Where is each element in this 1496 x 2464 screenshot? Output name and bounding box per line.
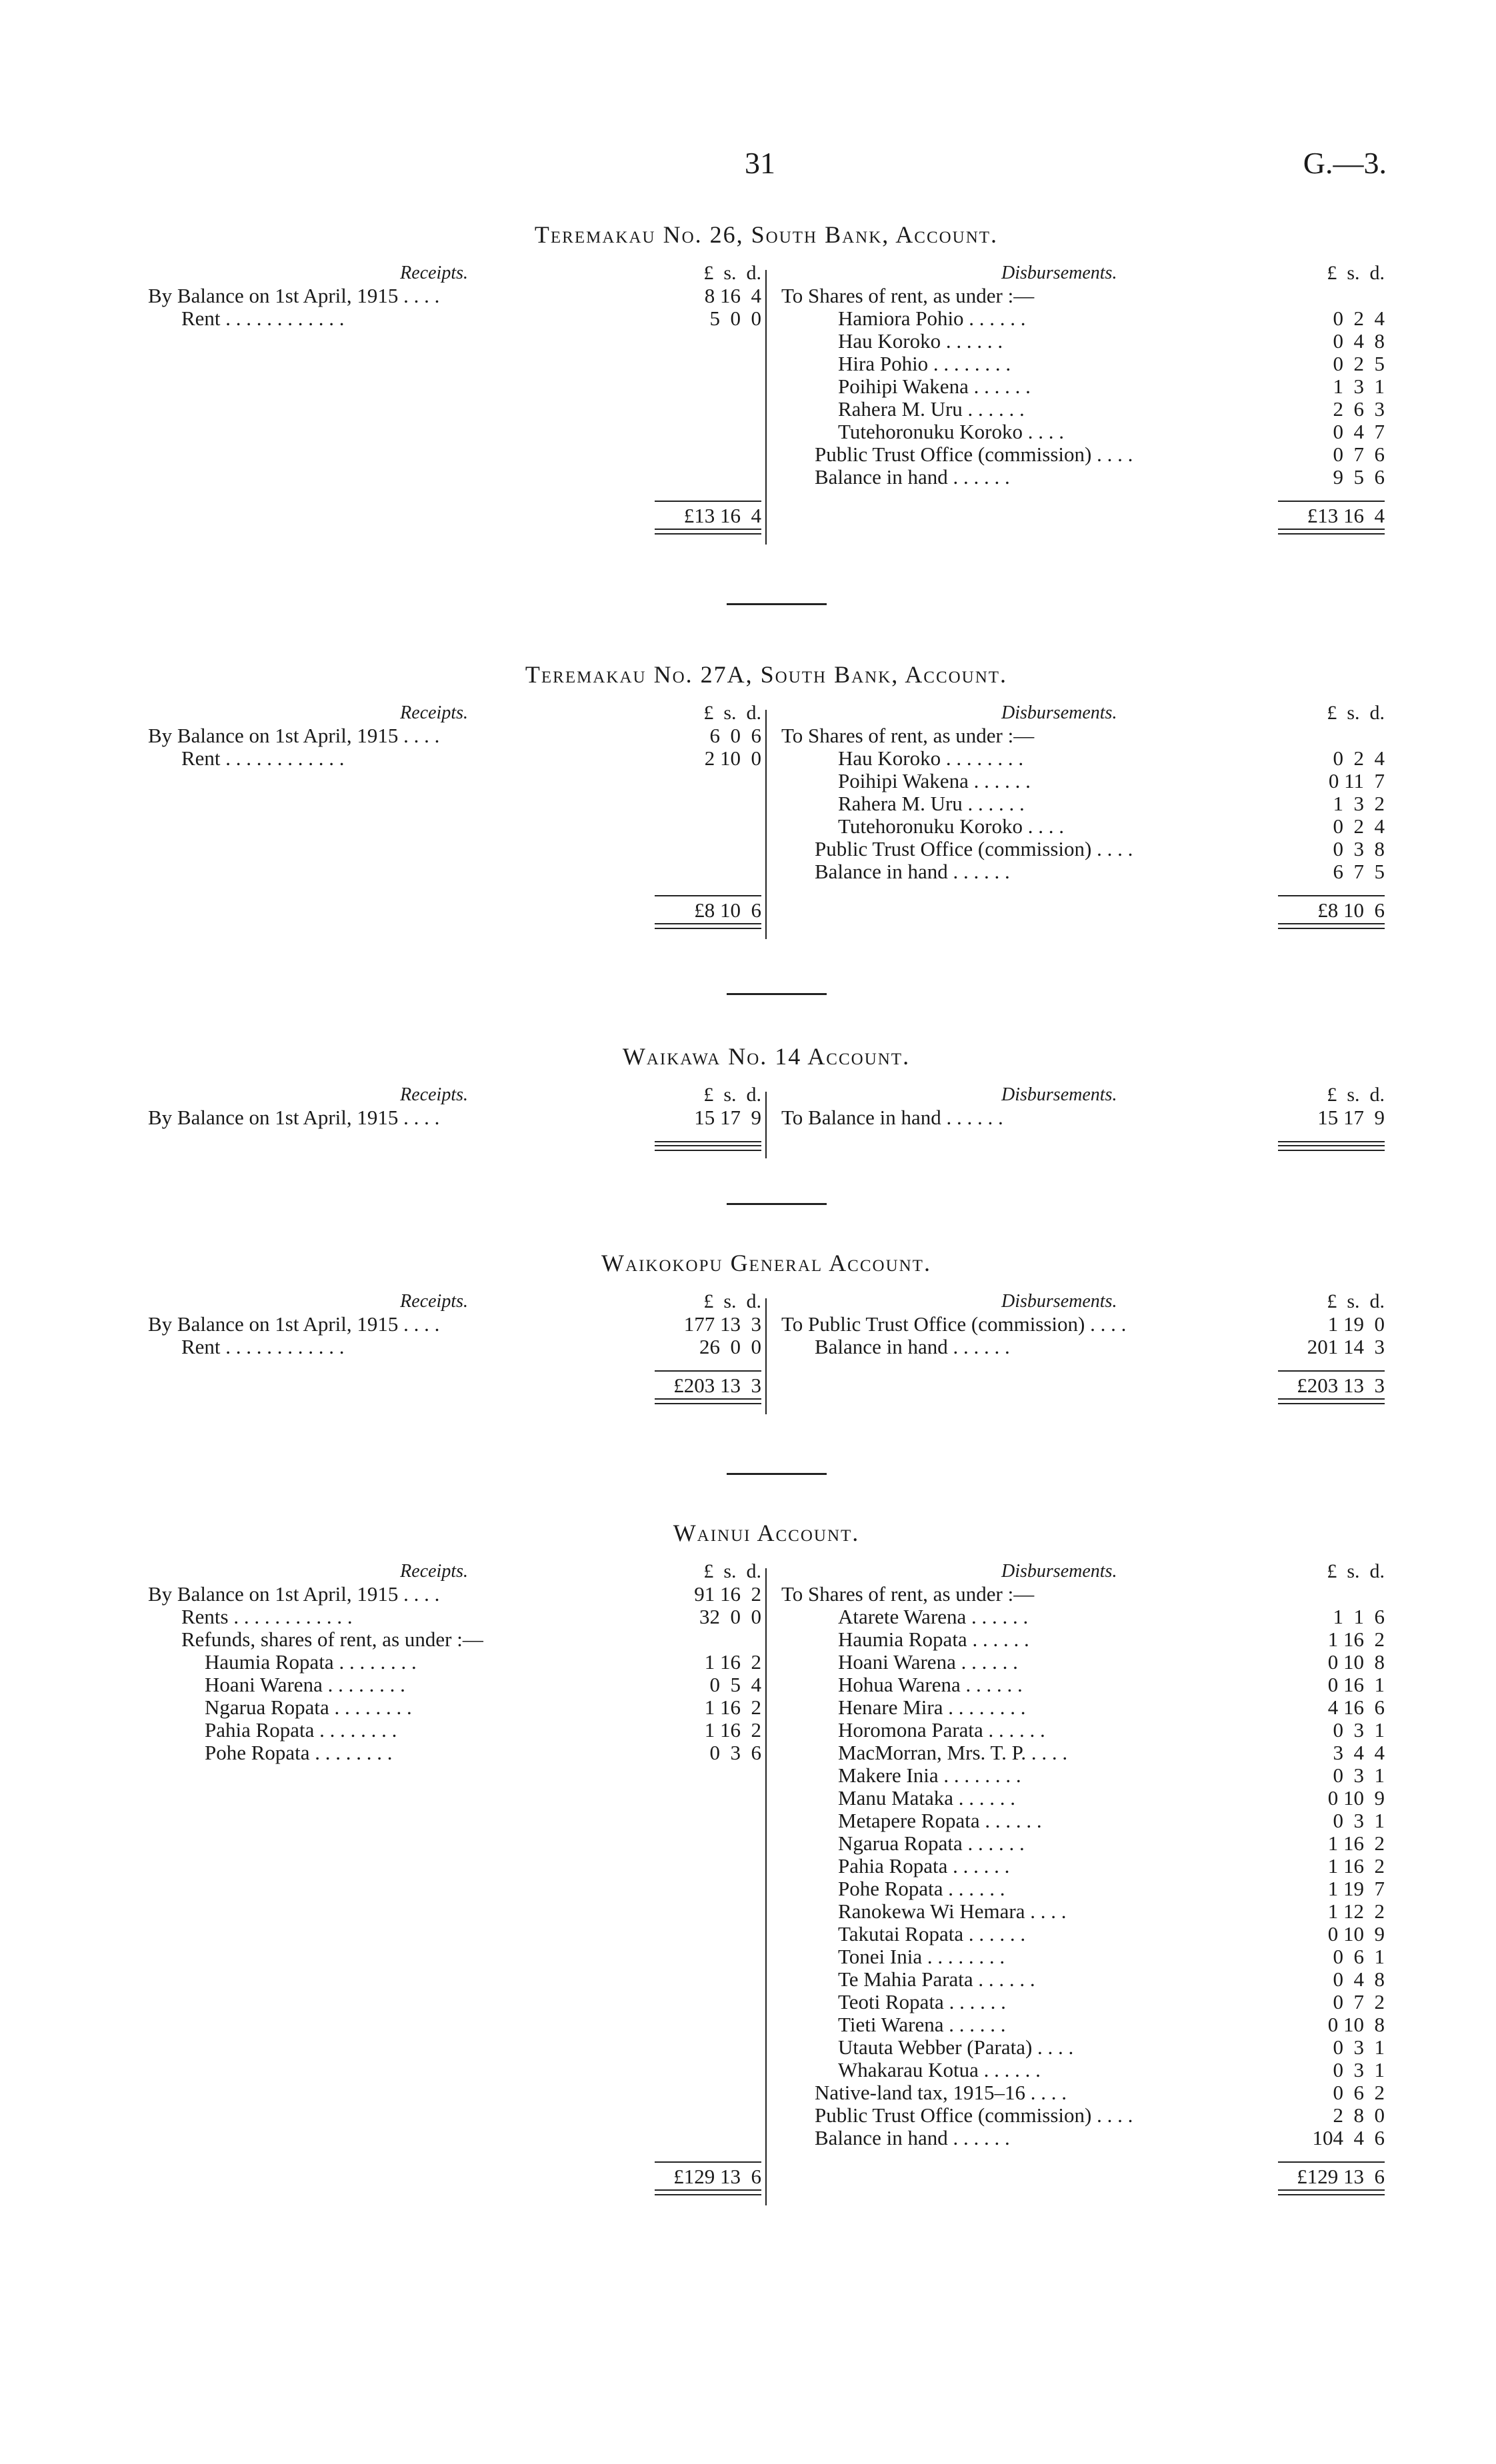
entry-label: Balance in hand . . . . . .	[815, 860, 1010, 883]
disbursement-row	[781, 1832, 1385, 1855]
entry-amount: 0 3 1	[1333, 2035, 1385, 2059]
disbursement-row	[781, 1991, 1385, 2013]
double-rule	[1278, 1398, 1385, 1404]
entry-amount: 177 13 3	[683, 1312, 761, 1336]
total-rule	[655, 1141, 761, 1142]
blank-row	[148, 770, 761, 792]
entry-label: Hamiora Pohio . . . . . .	[838, 307, 1026, 330]
disbursement-row	[781, 2013, 1385, 2036]
entry-amount: 1 3 2	[1333, 792, 1385, 815]
receipt-row	[148, 1696, 761, 1719]
disbursement-row	[781, 398, 1385, 421]
disbursement-row	[781, 1923, 1385, 1945]
entry-amount: 15 17 9	[1317, 1106, 1385, 1129]
entry-amount: 0 3 8	[1333, 837, 1385, 860]
total-row	[781, 502, 1385, 529]
disbursements-label: Disbursements.	[1001, 1291, 1117, 1312]
disbursement-row	[781, 1877, 1385, 1900]
entry-label: By Balance on 1st April, 1915 . . . .	[148, 1312, 440, 1336]
entry-label: By Balance on 1st April, 1915 . . . .	[148, 1582, 440, 1606]
column-header	[781, 1560, 1385, 1583]
entry-amount: 6 7 5	[1333, 860, 1385, 883]
blank-row	[148, 443, 761, 466]
receipts-column	[148, 702, 761, 929]
entry-label: To Balance in hand . . . . . .	[781, 1106, 1003, 1129]
blank-row	[148, 838, 761, 860]
entry-amount: 201 14 3	[1307, 1335, 1385, 1358]
total-row	[148, 896, 761, 923]
disbursement-row	[781, 330, 1385, 353]
blank-row	[148, 815, 761, 838]
entry-label: Teoti Ropata . . . . . .	[838, 1990, 1006, 2013]
entry-label: Takutai Ropata . . . . . .	[838, 1922, 1026, 1945]
entry-label: Te Mahia Parata . . . . . .	[838, 1967, 1035, 1991]
receipts-column	[148, 1290, 761, 1404]
entry-label: Hau Koroko . . . . . . . .	[838, 746, 1024, 770]
currency-header: £ s. d.	[1327, 1084, 1385, 1106]
entry-amount: 0 2 4	[1333, 307, 1385, 330]
entry-amount: 2 6 3	[1333, 397, 1385, 421]
column-header	[148, 1084, 761, 1106]
column-header	[781, 702, 1385, 724]
entry-amount: 0 3 6	[709, 1741, 761, 1764]
entry-label: Rent . . . . . . . . . . . .	[181, 1335, 345, 1358]
blank-row	[148, 2081, 761, 2104]
blank-row	[148, 2059, 761, 2081]
receipt-row	[148, 1742, 761, 1764]
page-reference: G.—3.	[1303, 146, 1387, 180]
blank-row	[148, 330, 761, 353]
entry-label: Tieti Warena . . . . . .	[838, 2013, 1006, 2036]
total-row	[781, 896, 1385, 923]
entry-label: Pahia Ropata . . . . . .	[838, 1854, 1010, 1877]
entry-amount: 3 4 4	[1333, 1741, 1385, 1764]
receipt-row	[148, 1674, 761, 1696]
section-separator	[727, 993, 827, 995]
entry-amount: 0 7 6	[1333, 443, 1385, 466]
entry-amount: 0 4 7	[1333, 420, 1385, 443]
blank-row	[148, 1991, 761, 2013]
blank-row	[148, 466, 761, 489]
blank-row	[148, 1787, 761, 1810]
disbursement-row	[781, 1696, 1385, 1719]
disbursement-row	[781, 1900, 1385, 1923]
entry-label: Native-land tax, 1915–16 . . . .	[815, 2081, 1067, 2104]
entry-label: Haumia Ropata . . . . . . . .	[205, 1650, 417, 1674]
entry-amount: 104 4 6	[1312, 2126, 1385, 2149]
entry-amount: 1 19 0	[1327, 1312, 1385, 1336]
blank-row	[148, 792, 761, 815]
entry-amount: 9 5 6	[1333, 465, 1385, 489]
entry-label: Poihipi Wakena . . . . . .	[838, 375, 1031, 398]
entry-amount: 0 16 1	[1327, 1673, 1385, 1696]
blank-row	[148, 1968, 761, 1991]
entry-amount: 4 16 6	[1327, 1696, 1385, 1719]
entry-label: Atarete Warena . . . . . .	[838, 1605, 1029, 1628]
receipt-row	[148, 1583, 761, 1606]
disbursement-row	[781, 838, 1385, 860]
disbursement-row	[781, 1628, 1385, 1651]
column-header	[781, 1290, 1385, 1313]
entry-amount: 2 8 0	[1333, 2103, 1385, 2127]
entry-amount: 2 10 0	[704, 746, 761, 770]
blank-row	[148, 2127, 761, 2149]
receipt-row	[148, 285, 761, 307]
disbursement-row	[781, 1106, 1385, 1129]
disbursements-column	[781, 1290, 1385, 1404]
disbursements-column	[781, 1084, 1385, 1151]
entry-amount: 26 0 0	[699, 1335, 761, 1358]
receipts-label: Receipts.	[400, 1291, 468, 1312]
currency-header: £ s. d.	[1327, 1560, 1385, 1582]
entry-label: Hoani Warena . . . . . . . .	[205, 1673, 405, 1696]
disbursement-row	[781, 1651, 1385, 1674]
entry-label: Public Trust Office (commission) . . . .	[815, 837, 1133, 860]
currency-header: £ s. d.	[703, 262, 761, 284]
entry-label: Rent . . . . . . . . . . . .	[181, 307, 345, 330]
disbursement-row	[781, 860, 1385, 883]
column-divider	[765, 710, 767, 939]
account-title: Waikokopu General Account.	[601, 1250, 931, 1276]
section-separator	[727, 1203, 827, 1205]
entry-label: To Shares of rent, as under :—	[781, 284, 1035, 307]
entry-label: To Shares of rent, as under :—	[781, 724, 1035, 747]
blank-row	[148, 375, 761, 398]
entry-label: Tutehoronuku Koroko . . . .	[838, 420, 1065, 443]
total-row	[781, 1372, 1385, 1398]
total-amount: £129 13 6	[673, 2165, 761, 2188]
disbursement-row	[781, 2104, 1385, 2127]
disbursement-row	[781, 421, 1385, 443]
total-rule	[1278, 1141, 1385, 1142]
total-amount: £13 16 4	[683, 504, 761, 527]
entry-label: Balance in hand . . . . . .	[815, 465, 1010, 489]
currency-header: £ s. d.	[703, 1560, 761, 1582]
entry-label: To Public Trust Office (commission) . . . .	[781, 1312, 1127, 1336]
column-header	[781, 262, 1385, 285]
receipt-row	[148, 1628, 761, 1651]
disbursements-label: Disbursements.	[1001, 1084, 1117, 1105]
disbursements-column	[781, 1560, 1385, 2195]
disbursement-row	[781, 724, 1385, 747]
entry-amount: 32 0 0	[699, 1605, 761, 1628]
entry-amount: 1 16 2	[1327, 1854, 1385, 1877]
entry-label: Ranokewa Wi Hemara . . . .	[838, 1899, 1067, 1923]
total-amount: £8 10 6	[694, 898, 761, 922]
blank-row	[148, 2036, 761, 2059]
disbursement-row	[781, 1764, 1385, 1787]
currency-header: £ s. d.	[1327, 702, 1385, 724]
double-rule	[655, 1145, 761, 1151]
disbursement-row	[781, 1606, 1385, 1628]
entry-label: Public Trust Office (commission) . . . .	[815, 2103, 1133, 2127]
double-rule	[1278, 1145, 1385, 1151]
total-row	[148, 2163, 761, 2189]
total-row	[148, 502, 761, 529]
entry-amount: 0 2 4	[1333, 746, 1385, 770]
entry-label: Haumia Ropata . . . . . .	[838, 1628, 1029, 1651]
entry-label: By Balance on 1st April, 1915 . . . .	[148, 284, 440, 307]
currency-header: £ s. d.	[1327, 1290, 1385, 1312]
account-title: Teremakau No. 26, South Bank, Account.	[534, 221, 999, 248]
total-amount: £8 10 6	[1317, 898, 1385, 922]
entry-amount: 0 5 4	[709, 1673, 761, 1696]
entry-amount: 0 3 1	[1333, 1809, 1385, 1832]
entry-label: Poihipi Wakena . . . . . .	[838, 769, 1031, 792]
entry-amount: 1 3 1	[1333, 375, 1385, 398]
entry-label: Public Trust Office (commission) . . . .	[815, 443, 1133, 466]
disbursement-row	[781, 2081, 1385, 2104]
entry-amount: 1 16 2	[704, 1696, 761, 1719]
entry-amount: 0 4 8	[1333, 1967, 1385, 1991]
entry-label: Tonei Inia . . . . . . . .	[838, 1945, 1005, 1968]
column-divider	[765, 1092, 767, 1158]
entry-label: Balance in hand . . . . . .	[815, 1335, 1010, 1358]
disbursement-row	[781, 285, 1385, 307]
disbursement-row	[781, 1336, 1385, 1358]
entry-amount: 0 10 9	[1327, 1922, 1385, 1945]
receipts-column	[148, 262, 761, 535]
double-rule	[1278, 2189, 1385, 2195]
currency-header: £ s. d.	[1327, 262, 1385, 284]
disbursement-row	[781, 770, 1385, 792]
entry-amount: 0 3 1	[1333, 1764, 1385, 1787]
disbursement-row	[781, 747, 1385, 770]
receipt-row	[148, 1651, 761, 1674]
receipt-row	[148, 1313, 761, 1336]
blank-row	[148, 2104, 761, 2127]
entry-label: Rahera M. Uru . . . . . .	[838, 397, 1025, 421]
entry-amount: 1 16 2	[704, 1650, 761, 1674]
double-rule	[1278, 923, 1385, 929]
receipt-row	[148, 1336, 761, 1358]
entry-amount: 0 6 1	[1333, 1945, 1385, 1968]
entry-label: Rents . . . . . . . . . . . .	[181, 1605, 353, 1628]
double-rule	[655, 1398, 761, 1404]
receipts-label: Receipts.	[400, 263, 468, 283]
disbursement-row	[781, 1313, 1385, 1336]
entry-label: Hau Koroko . . . . . .	[838, 329, 1003, 353]
blank-row	[148, 1764, 761, 1787]
disbursement-row	[781, 1810, 1385, 1832]
blank-row	[148, 2013, 761, 2036]
receipts-label: Receipts.	[400, 1561, 468, 1582]
blank-row	[148, 1900, 761, 1923]
column-header	[148, 1290, 761, 1313]
total-amount: £203 13 3	[1297, 1374, 1385, 1397]
disbursement-row	[781, 1742, 1385, 1764]
account-title: Wainui Account.	[673, 1520, 860, 1546]
blank-row	[148, 421, 761, 443]
disbursement-row	[781, 815, 1385, 838]
entry-label: By Balance on 1st April, 1915 . . . .	[148, 1106, 440, 1129]
entry-amount: 15 17 9	[694, 1106, 761, 1129]
entry-label: Tutehoronuku Koroko . . . .	[838, 814, 1065, 838]
total-row	[781, 2163, 1385, 2189]
entry-label: By Balance on 1st April, 1915 . . . .	[148, 724, 440, 747]
disbursement-row	[781, 1719, 1385, 1742]
currency-header: £ s. d.	[703, 1290, 761, 1312]
entry-amount: 1 12 2	[1327, 1899, 1385, 1923]
column-divider	[765, 270, 767, 545]
entry-amount: 0 10 9	[1327, 1786, 1385, 1810]
entry-label: Horomona Parata . . . . . .	[838, 1718, 1045, 1742]
entry-amount: 91 16 2	[694, 1582, 761, 1606]
disbursement-row	[781, 2127, 1385, 2149]
disbursement-row	[781, 353, 1385, 375]
receipt-row	[148, 1606, 761, 1628]
disbursement-row	[781, 375, 1385, 398]
disbursement-row	[781, 792, 1385, 815]
receipts-label: Receipts.	[400, 1084, 468, 1105]
receipts-column	[148, 1560, 761, 2195]
entry-label: Hoani Warena . . . . . .	[838, 1650, 1018, 1674]
blank-row	[148, 398, 761, 421]
entry-amount: 0 10 8	[1327, 2013, 1385, 2036]
entry-label: Balance in hand . . . . . .	[815, 2126, 1010, 2149]
currency-header: £ s. d.	[703, 1084, 761, 1106]
entry-amount: 6 0 6	[709, 724, 761, 747]
disbursement-row	[781, 1787, 1385, 1810]
column-divider	[765, 1568, 767, 2205]
blank-row	[148, 353, 761, 375]
blank-row	[148, 1945, 761, 1968]
blank-row	[148, 1877, 761, 1900]
entry-amount: 0 10 8	[1327, 1650, 1385, 1674]
entry-label: MacMorran, Mrs. T. P. . . . .	[838, 1741, 1068, 1764]
receipts-label: Receipts.	[400, 702, 468, 723]
column-header	[148, 702, 761, 724]
entry-amount: 0 11 7	[1328, 769, 1385, 792]
blank-row	[148, 860, 761, 883]
disbursements-label: Disbursements.	[1001, 702, 1117, 723]
entry-label: Hohua Warena . . . . . .	[838, 1673, 1023, 1696]
disbursements-column	[781, 702, 1385, 929]
disbursement-row	[781, 443, 1385, 466]
disbursements-label: Disbursements.	[1001, 1561, 1117, 1582]
double-rule	[655, 2189, 761, 2195]
entry-amount: 0 2 4	[1333, 814, 1385, 838]
disbursement-row	[781, 1583, 1385, 1606]
entry-amount: 1 16 2	[704, 1718, 761, 1742]
double-rule	[655, 529, 761, 535]
double-rule	[655, 923, 761, 929]
disbursement-row	[781, 1855, 1385, 1877]
disbursement-row	[781, 2036, 1385, 2059]
entry-label: Pahia Ropata . . . . . . . .	[205, 1718, 397, 1742]
currency-header: £ s. d.	[703, 702, 761, 724]
disbursement-row	[781, 466, 1385, 489]
column-header	[148, 262, 761, 285]
entry-amount: 0 3 1	[1333, 1718, 1385, 1742]
entry-amount: 1 1 6	[1333, 1605, 1385, 1628]
entry-amount: 0 4 8	[1333, 329, 1385, 353]
entry-amount: 1 16 2	[1327, 1628, 1385, 1651]
total-amount: £203 13 3	[673, 1374, 761, 1397]
account-title: Teremakau No. 27A, South Bank, Account.	[525, 661, 1008, 688]
entry-amount: 1 16 2	[1327, 1832, 1385, 1855]
entry-label: Ngarua Ropata . . . . . . . .	[205, 1696, 412, 1719]
column-header	[148, 1560, 761, 1583]
entry-amount: 5 0 0	[709, 307, 761, 330]
entry-label: Refunds, shares of rent, as under :—	[181, 1628, 483, 1651]
column-header	[781, 1084, 1385, 1106]
total-amount: £13 16 4	[1307, 504, 1385, 527]
disbursements-column	[781, 262, 1385, 535]
entry-label: To Shares of rent, as under :—	[781, 1582, 1035, 1606]
account-title: Waikawa No. 14 Account.	[622, 1043, 911, 1070]
page-number: 31	[745, 146, 775, 180]
receipt-row	[148, 1106, 761, 1129]
entry-label: Makere Inia . . . . . . . .	[838, 1764, 1021, 1787]
disbursement-row	[781, 307, 1385, 330]
entry-amount: 0 6 2	[1333, 2081, 1385, 2104]
receipt-row	[148, 307, 761, 330]
blank-row	[148, 1855, 761, 1877]
entry-amount: 8 16 4	[704, 284, 761, 307]
entry-label: Metapere Ropata . . . . . .	[838, 1809, 1042, 1832]
entry-label: Pohe Ropata . . . . . . . .	[205, 1741, 393, 1764]
blank-row	[148, 1923, 761, 1945]
blank-row	[148, 1832, 761, 1855]
entry-label: Rahera M. Uru . . . . . .	[838, 792, 1025, 815]
entry-label: Pohe Ropata . . . . . .	[838, 1877, 1005, 1900]
entry-label: Rent . . . . . . . . . . . .	[181, 746, 345, 770]
disbursement-row	[781, 1674, 1385, 1696]
receipt-row	[148, 724, 761, 747]
entry-amount: 1 19 7	[1327, 1877, 1385, 1900]
entry-label: Manu Mataka . . . . . .	[838, 1786, 1016, 1810]
disbursement-row	[781, 2059, 1385, 2081]
entry-label: Whakarau Kotua . . . . . .	[838, 2058, 1041, 2081]
double-rule	[1278, 529, 1385, 535]
total-row	[148, 1372, 761, 1398]
entry-amount: 0 7 2	[1333, 1990, 1385, 2013]
entry-amount: 0 2 5	[1333, 352, 1385, 375]
entry-amount: 0 3 1	[1333, 2058, 1385, 2081]
entry-label: Henare Mira . . . . . . . .	[838, 1696, 1026, 1719]
entry-label: Ngarua Ropata . . . . . .	[838, 1832, 1025, 1855]
blank-row	[148, 1810, 761, 1832]
disbursements-label: Disbursements.	[1001, 263, 1117, 283]
entry-label: Hira Pohio . . . . . . . .	[838, 352, 1011, 375]
section-separator	[727, 1473, 827, 1475]
disbursement-row	[781, 1945, 1385, 1968]
total-amount: £129 13 6	[1297, 2165, 1385, 2188]
column-divider	[765, 1298, 767, 1414]
section-separator	[727, 603, 827, 605]
entry-label: Utauta Webber (Parata) . . . .	[838, 2035, 1074, 2059]
receipts-column	[148, 1084, 761, 1151]
receipt-row	[148, 747, 761, 770]
receipt-row	[148, 1719, 761, 1742]
disbursement-row	[781, 1968, 1385, 1991]
